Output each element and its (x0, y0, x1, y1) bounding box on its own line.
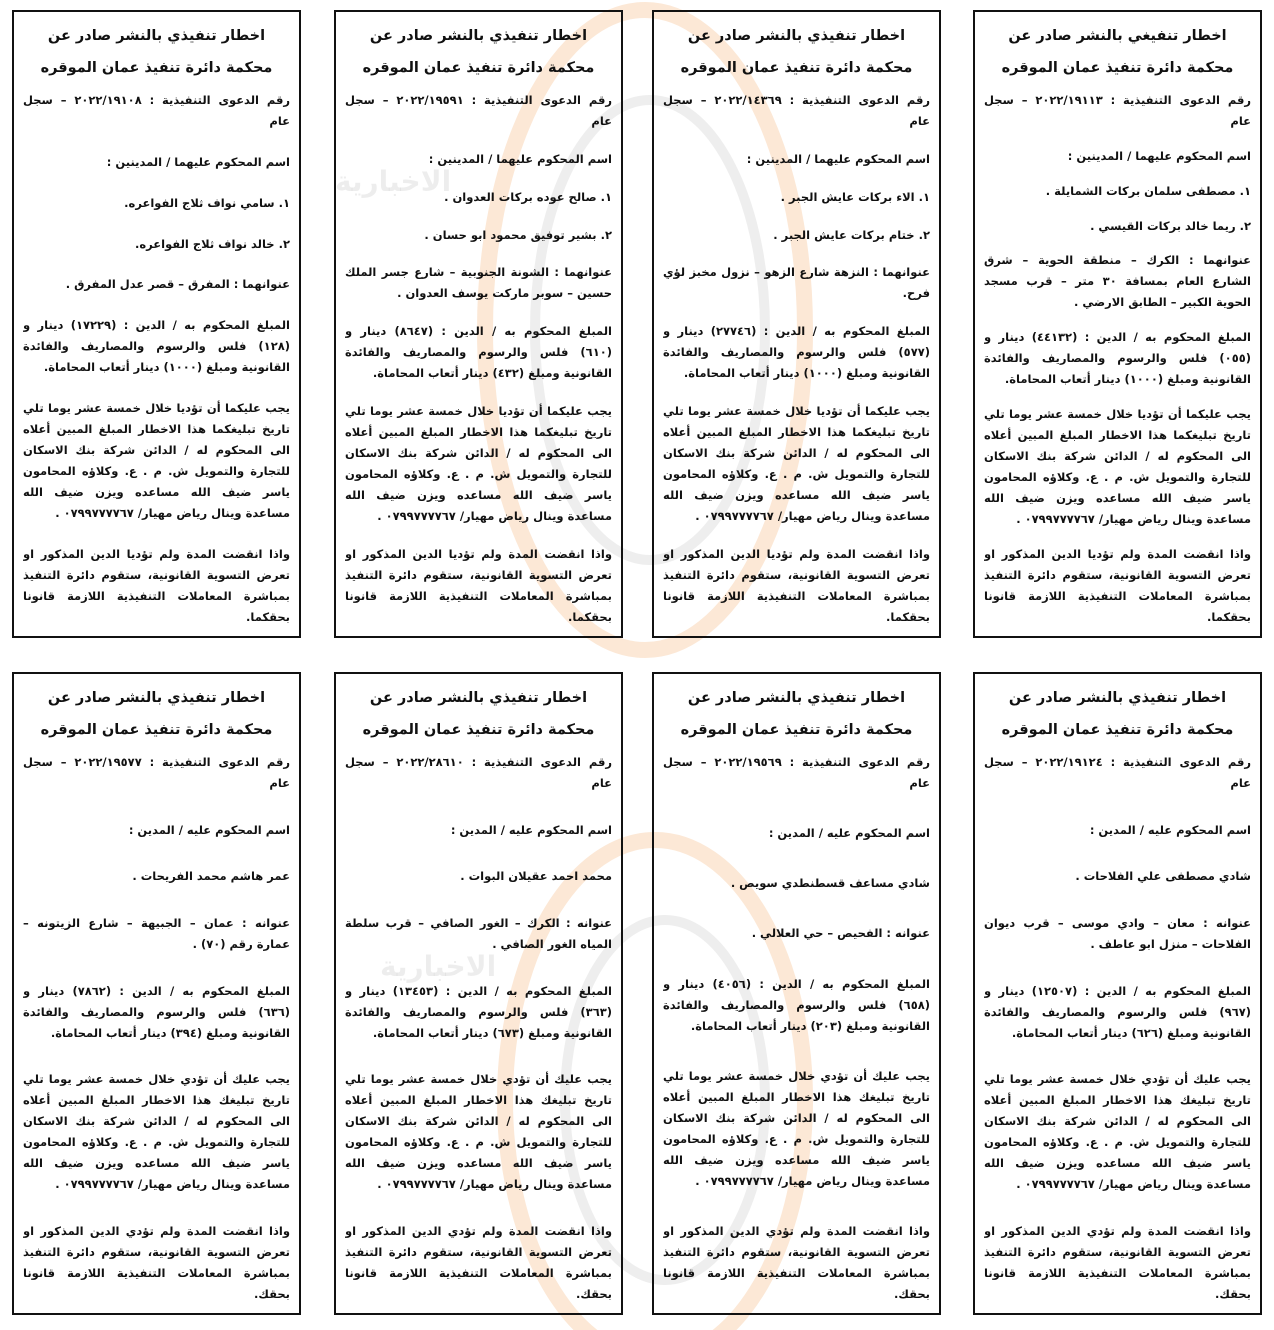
closing-warning: واذا انقضت المدة ولم تؤديا الدين المذكور او تعرض التسوية القانونية، ستقوم دائرة التنفيذ بمباشرة المعاملات التنفيذية اللازمة قانونا بحقكما. (663, 546, 930, 624)
debtor-name: شادي مساعف قسطنطدي سويص . (730, 876, 930, 891)
legal-notice (334, 10, 623, 638)
payment-notice: يجب عليكما أن تؤديا خلال خمسة عشر يوما تلي تاريخ تبليغكما هذا الاخطار المبلغ المبين أعلاه الى المحكوم له / الدائن شركة بنك الاسكان للتجارة والتمويل ش. م . ع. وكلاؤه المحامون ياسر ضيف الله مساعده ويزن ضيف الله مساعدة وينال رياض مهيار/ ٠٧٩٩٧٧٧٧٦٧ . (663, 404, 930, 524)
debtor-name: ٢. خالد نواف ثلاج الفواعره. (134, 236, 290, 251)
judgment-amount: المبلغ المحكوم به / الدين : (٧٨٦٢) دينار و (٦٣٦) فلس والرسوم والمصاريف والفائدة القانونية ومبلغ (٣٩٤) دينار أتعاب المحاماة. (23, 983, 290, 1040)
debtors-label: اسم المحكوم عليهما / المدينين : (1067, 148, 1251, 163)
notice-title-line2: محكمة دائرة تنفيذ عمان الموقره (1001, 60, 1234, 76)
notice-title-line1: اخطار تنفيذي بالنشر صادر عن (47, 28, 266, 44)
notice-title-line2: محكمة دائرة تنفيذ عمان الموقره (680, 722, 913, 738)
notice-title-line1: اخطار تنفيغي بالنشر صادر عن (1008, 28, 1227, 44)
case-number: رقم الدعوى التنفيذية : ٢٠٢٢/١٤٣٦٩ – سجل عام (663, 93, 930, 128)
debtor-address: عنوانهما : النزهة شارع الزهو – نزول مخبز لؤي فرح. (663, 265, 930, 301)
debtor-name: ١. الاء بركات عايش الجبر . (780, 189, 930, 204)
payment-notice: يجب عليكما أن تؤديا خلال خمسة عشر يوما تلي تاريخ تبليغكما هذا الاخطار المبلغ المبين أعلاه الى المحكوم له / الدائن شركة بنك الاسكان للتجارة والتمويل ش. م . ع. وكلاؤه المحامون ياسر ضيف الله مساعده ويزن ضيف الله مساعدة وينال رياض مهيار/ ٠٧٩٩٧٧٧٧٦٧ . (984, 407, 1251, 527)
judgment-amount: المبلغ المحكوم به / الدين : (٤٤١٣٢) دينار و (٠٥٥) فلس والرسوم والمصاريف والفائدة القانونية ومبلغ (١٠٠٠) دينار أتعاب المحاماة. (984, 330, 1251, 387)
notice-title-line1: اخطار تنفيذي بالنشر صادر عن (47, 690, 266, 706)
notice-title-line1: اخطار تنفيذي بالنشر صادر عن (369, 690, 588, 706)
judgment-amount: المبلغ المحكوم به / الدين : (١٧٢٢٩) دينار و (١٢٨) فلس والرسوم والمصاريف والفائدة القانونية ومبلغ (١٠٠٠) دينار أتعاب المحاماة. (23, 318, 290, 375)
case-number: رقم الدعوى التنفيذية : ٢٠٢٢/١٩١١٣ – سجل عام (984, 93, 1251, 128)
legal-notice (12, 672, 301, 1315)
notice-title-line1: اخطار تنفيذي بالنشر صادر عن (687, 28, 906, 44)
case-number: رقم الدعوى التنفيذية : ٢٠٢٢/١٩٥٩١ – سجل عام (345, 93, 612, 128)
debtor-address: عنوانهما : المفرق – قصر عدل المفرق . (65, 277, 290, 292)
notice-title-line2: محكمة دائرة تنفيذ عمان الموقره (40, 60, 273, 76)
debtors-label: اسم المحكوم عليه / المدين : (1089, 822, 1251, 837)
notice-body (23, 752, 290, 1305)
notice-body (23, 90, 290, 628)
debtor-name: محمد احمد عقيلان البوات . (460, 869, 612, 884)
debtor-name: ٢. ختام بركات عايش الجبر . (773, 227, 930, 242)
payment-notice: يجب عليك أن تؤدي خلال خمسة عشر يوما تلي تاريخ تبليغك هذا الاخطار المبلغ المبين أعلاه الى المحكوم له / الدائن شركة بنك الاسكان للتجارة والتمويل ش. م . ع. وكلاؤه المحامون ياسر ضيف الله مساعده ويزن ضيف الله مساعدة وينال رياض مهيار/ ٠٧٩٩٧٧٧٧٦٧ . (984, 1072, 1251, 1192)
debtors-label: اسم المحكوم عليهما / المدينين : (106, 154, 290, 169)
notice-title-line2: محكمة دائرة تنفيذ عمان الموقره (1001, 722, 1234, 738)
debtor-address: عنوانه : عمان – الجبيهة – شارع الزيتونه – عمارة رقم (٧٠) . (23, 915, 290, 951)
debtor-name: ٢. بشير توفيق محمود ابو حسان . (424, 227, 612, 242)
watermark-text: الاخبارية (335, 165, 452, 198)
judgment-amount: المبلغ المحكوم به / الدين : (٤٠٥٦) دينار و (٦٥٨) فلس والرسوم والمصاريف والفائدة القانونية ومبلغ (٢٠٣) دينار أتعاب المحاماة. (663, 976, 930, 1033)
debtor-name: عمر هاشم محمد الفريحات . (132, 869, 290, 884)
closing-warning: واذا انقضت المدة ولم تؤديا الدين المذكور او تعرض التسوية القانونية، ستقوم دائرة التنفيذ بمباشرة المعاملات التنفيذية اللازمة قانونا بحقكما. (345, 546, 612, 624)
debtor-name: ١. مصطفى سلمان بركات الشمايلة . (1045, 183, 1251, 198)
legal-notice (12, 10, 301, 638)
payment-notice: يجب عليكما أن تؤديا خلال خمسة عشر يوما تلي تاريخ تبليغكما هذا الاخطار المبلغ المبين أعلاه الى المحكوم له / الدائن شركة بنك الاسكان للتجارة والتمويل ش. م . ع. وكلاؤه المحامون ياسر ضيف الله مساعده ويزن ضيف الله مساعدة وينال رياض مهيار/ ٠٧٩٩٧٧٧٧٦٧ . (23, 401, 290, 521)
judgment-amount: المبلغ المحكوم به / الدين : (١٢٥٠٧) دينار و (٩٦٧) فلس والرسوم والمصاريف والفائدة القانونية ومبلغ (٦٢٦) دينار أتعاب المحاماة. (984, 983, 1251, 1040)
notice-body (663, 752, 930, 1305)
case-number: رقم الدعوى التنفيذية : ٢٠٢٢/١٩٥٧٧ – سجل عام (23, 755, 290, 790)
payment-notice: يجب عليك أن تؤدي خلال خمسة عشر يوما تلي تاريخ تبليغك هذا الاخطار المبلغ المبين أعلاه الى المحكوم له / الدائن شركة بنك الاسكان للتجارة والتمويل ش. م . ع. وكلاؤه المحامون ياسر ضيف الله مساعده ويزن ضيف الله مساعدة وينال رياض مهيار/ ٠٧٩٩٧٧٧٧٦٧ . (345, 1072, 612, 1192)
debtors-label: اسم المحكوم عليهما / المدينين : (746, 151, 930, 166)
notice-body (345, 90, 612, 628)
payment-notice: يجب عليكما أن تؤديا خلال خمسة عشر يوما تلي تاريخ تبليغكما هذا الاخطار المبلغ المبين أعلاه الى المحكوم له / الدائن شركة بنك الاسكان للتجارة والتمويل ش. م . ع. وكلاؤه المحامون ياسر ضيف الله مساعده ويزن ضيف الله مساعدة وينال رياض مهيار/ ٠٧٩٩٧٧٧٧٦٧ . (345, 404, 612, 524)
debtor-name: ١. سامي نواف ثلاج الفواعره. (124, 195, 290, 210)
debtor-name: ١. صالح عوده بركات العدوان . (444, 189, 612, 204)
notice-title-line2: محكمة دائرة تنفيذ عمان الموقره (680, 60, 913, 76)
debtor-address: عنوانهما : الشونة الجنوبية – شارع جسر الملك حسين – سوبر ماركت يوسف العدوان . (345, 265, 612, 301)
legal-notice (973, 10, 1262, 638)
debtors-label: اسم المحكوم عليه / المدين : (768, 826, 930, 841)
case-number: رقم الدعوى التنفيذية : ٢٠٢٢/١٩١٢٤ – سجل عام (984, 755, 1251, 790)
judgment-amount: المبلغ المحكوم به / الدين : (١٣٤٥٣) دينار و (٣٦٣) فلس والرسوم والمصاريف والفائدة القانونية ومبلغ (٦٧٣) دينار أتعاب المحاماة. (345, 983, 612, 1040)
case-number: رقم الدعوى التنفيذية : ٢٠٢٢/١٩١٠٨ – سجل عام (23, 93, 290, 128)
notice-title-line2: محكمة دائرة تنفيذ عمان الموقره (40, 722, 273, 738)
debtors-label: اسم المحكوم عليهما / المدينين : (428, 151, 612, 166)
watermark-text: الاخبارية (380, 950, 497, 983)
debtor-address: عنوانه : الفحيص – حي العلالي . (751, 926, 930, 941)
notice-title-line1: اخطار تنفيذي بالنشر صادر عن (369, 28, 588, 44)
debtor-name: ٢. ريما خالد بركات القيسي . (1090, 218, 1251, 233)
notice-title-line1: اخطار تنفيذي بالنشر صادر عن (1008, 690, 1227, 706)
closing-warning: واذا انقضت المدة ولم تؤدي الدين المذكور او تعرض التسوية القانونية، ستقوم دائرة التنفيذ بمباشرة المعاملات التنفيذية اللازمة قانونا بحقك. (23, 1223, 290, 1301)
legal-notice (973, 672, 1262, 1315)
debtor-address: عنوانه : معان – وادي موسى – قرب ديوان الفلاحات – منزل ابو عاطف . (984, 915, 1251, 951)
legal-notice (652, 672, 941, 1315)
case-number: رقم الدعوى التنفيذية : ٢٠٢٢/١٩٥٦٩ – سجل عام (663, 755, 930, 790)
closing-warning: واذا انقضت المدة ولم تؤدي الدين المذكور او تعرض التسوية القانونية، ستقوم دائرة التنفيذ بمباشرة المعاملات التنفيذية اللازمة قانونا بحقك. (984, 1223, 1251, 1301)
case-number: رقم الدعوى التنفيذية : ٢٠٢٢/٢٨٦١٠ – سجل عام (345, 755, 612, 790)
notice-title-line2: محكمة دائرة تنفيذ عمان الموقره (362, 722, 595, 738)
closing-warning: واذا انقضت المدة ولم تؤديا الدين المذكور او تعرض التسوية القانونية، ستقوم دائرة التنفيذ بمباشرة المعاملات التنفيذية اللازمة قانونا بحقكما. (984, 546, 1251, 624)
notice-body (345, 752, 612, 1305)
debtor-name: شادي مصطفى علي الفلاحات . (1075, 869, 1251, 884)
debtors-label: اسم المحكوم عليه / المدين : (128, 822, 290, 837)
legal-notice (334, 672, 623, 1315)
closing-warning: واذا انقضت المدة ولم تؤدي الدين المذكور او تعرض التسوية القانونية، ستقوم دائرة التنفيذ بمباشرة المعاملات التنفيذية اللازمة قانونا بحقك. (345, 1223, 612, 1301)
payment-notice: يجب عليك أن تؤدي خلال خمسة عشر يوما تلي تاريخ تبليغك هذا الاخطار المبلغ المبين أعلاه الى المحكوم له / الدائن شركة بنك الاسكان للتجارة والتمويل ش. م . ع. وكلاؤه المحامون ياسر ضيف الله مساعده ويزن ضيف الله مساعدة وينال رياض مهيار/ ٠٧٩٩٧٧٧٧٦٧ . (663, 1068, 930, 1188)
debtor-address: عنوانه : الكرك – الغور الصافي – قرب سلطة المياه الغور الصافي . (345, 915, 612, 951)
judgment-amount: المبلغ المحكوم به / الدين : (٨٦٤٧) دينار و (٦١٠) فلس والرسوم والمصاريف والفائدة القانونية ومبلغ (٤٣٢) دينار أتعاب المحاماة. (345, 324, 612, 381)
closing-warning: واذا انقضت المدة ولم تؤديا الدين المذكور او تعرض التسوية القانونية، ستقوم دائرة التنفيذ بمباشرة المعاملات التنفيذية اللازمة قانونا بحقكما. (23, 546, 290, 624)
closing-warning: واذا انقضت المدة ولم تؤدي الدين المذكور او تعرض التسوية القانونية، ستقوم دائرة التنفيذ بمباشرة المعاملات التنفيذية اللازمة قانونا بحقك. (663, 1223, 930, 1301)
notice-title-line1: اخطار تنفيذي بالنشر صادر عن (687, 690, 906, 706)
notice-body (663, 90, 930, 628)
notice-title-line2: محكمة دائرة تنفيذ عمان الموقره (362, 60, 595, 76)
debtor-address: عنوانهما : الكرك – منطقة الحوية – شرق الشارع العام بمسافة ٣٠ متر – قرب مسجد الحوية الكبير – الطابق الارضي . (984, 253, 1251, 310)
payment-notice: يجب عليك أن تؤدي خلال خمسة عشر يوما تلي تاريخ تبليغك هذا الاخطار المبلغ المبين أعلاه الى المحكوم له / الدائن شركة بنك الاسكان للتجارة والتمويل ش. م . ع. وكلاؤه المحامون ياسر ضيف الله مساعده ويزن ضيف الله مساعدة وينال رياض مهيار/ ٠٧٩٩٧٧٧٧٦٧ . (23, 1072, 290, 1192)
notice-body (984, 752, 1251, 1305)
legal-notice (652, 10, 941, 638)
debtors-label: اسم المحكوم عليه / المدين : (450, 822, 612, 837)
notice-body (984, 90, 1251, 628)
judgment-amount: المبلغ المحكوم به / الدين : (٢٧٧٤٦) دينار و (٥٧٧) فلس والرسوم والمصاريف والفائدة القانونية ومبلغ (١٠٠٠) دينار أتعاب المحاماة. (663, 324, 930, 381)
